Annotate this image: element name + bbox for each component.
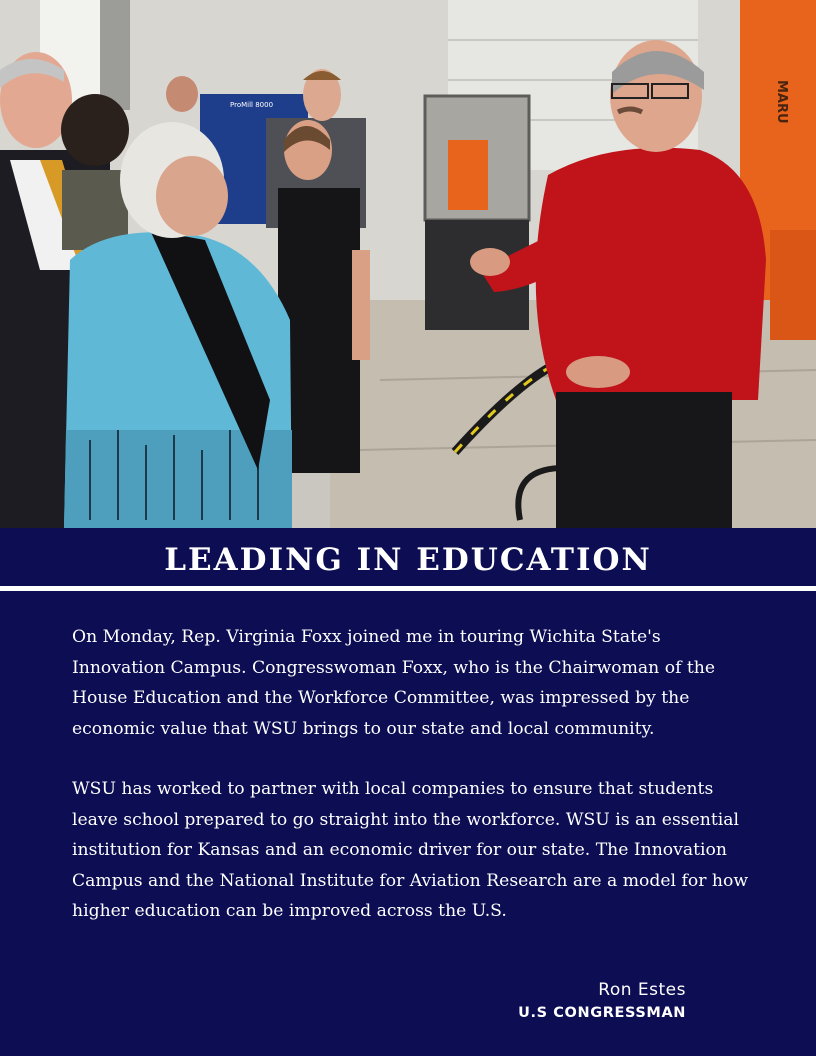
article-paragraph: WSU has worked to partner with local companies to ensure that students leave school prepared to go straight into the workforce. WSU is an essential institution for Kansas and an economic driver for our state. The Innovation Campus and the National Institute for Aviation Research are a model for how higher education can be improved across the U.S. [72, 779, 749, 921]
headline-banner [0, 528, 816, 586]
signature-title: U.S CONGRESSMAN [518, 1005, 686, 1021]
signature-name: Ron Estes [598, 980, 686, 1000]
machine-label: ProMill 8000 [230, 101, 274, 109]
headline: LEADING IN EDUCATION [164, 542, 652, 578]
robot-label: MARU [774, 80, 789, 124]
article-body [72, 622, 752, 927]
signature-block [440, 978, 686, 1024]
divider-rule [0, 586, 816, 591]
article-paragraph: On Monday, Rep. Virginia Foxx joined me in touring Wichita State's Innovation Campus. Congresswoman Foxx, who is the Chairwoman of the House Education and the Workforce Committee, was impressed by the economic value that WSU brings to our state and local community. [72, 627, 716, 739]
